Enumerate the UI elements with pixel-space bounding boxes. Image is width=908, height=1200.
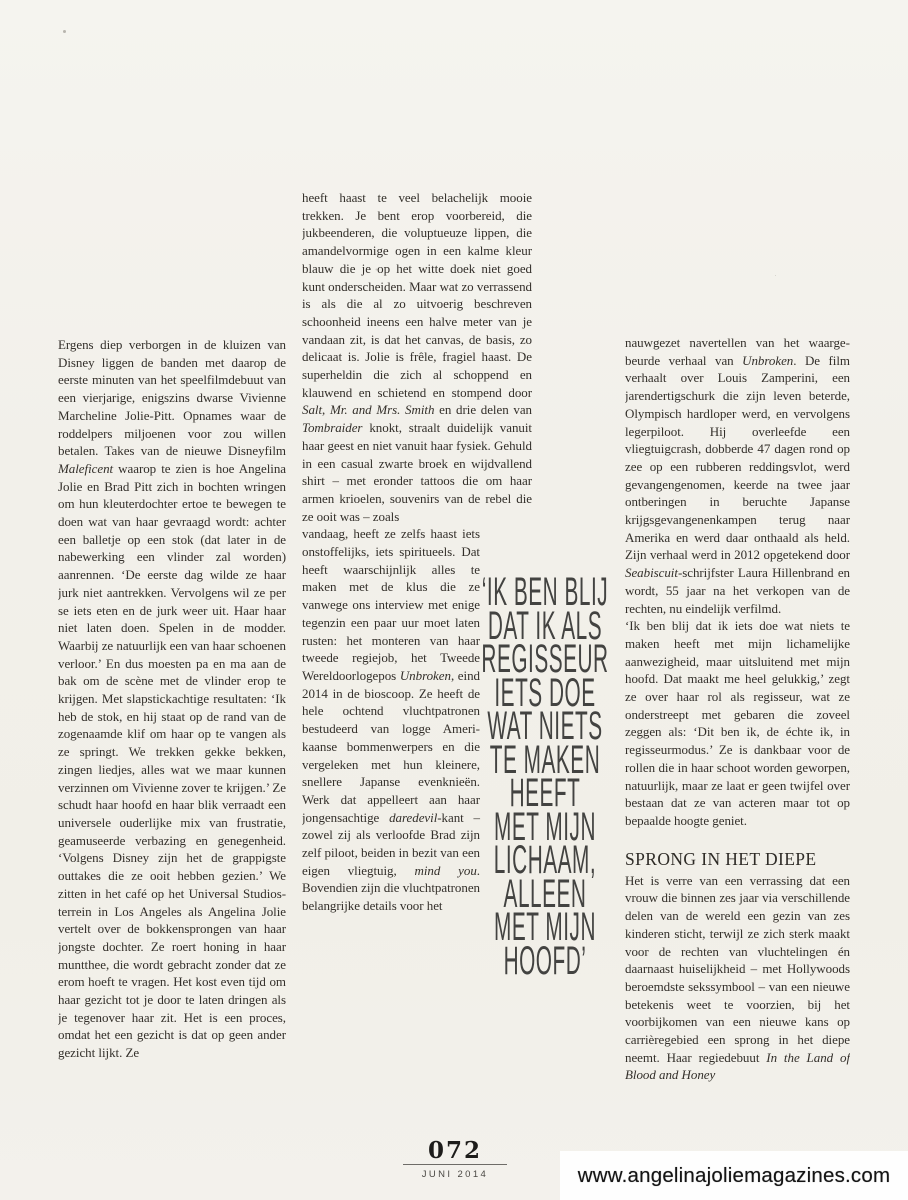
pull-quote-line: ALLEEN — [503, 871, 587, 916]
article-paragraph: Het is verre van een verrassing dat een vrouw die binnen zes jaar via verschillende delen van de wereld een gezin van zes kinderen sticht, terwijl ze zich sterk maakt voor de rechten van vluchtelingen én daarnaast huiselijkheid – met Hollywoods beroemdste sekssymbool – van een nieuwe betekenis weet te voorzien, bij het voorbijkomen van een nieuwe kans op carrièregebied een sprong in het diepe neemt. Haar regiedebuut In the Land of Blood and Honey — [625, 872, 850, 1083]
article-paragraph: Ergens diep verborgen in de kluizen van Disney liggen de banden met daarop de eerste minuten van het speelfilmdebuut van een vierjarige, enigszins dwarse Vivienne Marcheline Jolie-Pitt. Opnames waar de roddelpers miljoenen voor zou willen betalen. Takes van de nieuwe Disneyfilm Maleficent waarop te zien is hoe Angelina Jolie en Brad Pitt zich in bochten wringen om hun kleuterdochter ertoe te bewegen te doen wat van haar gevraagd wordt: achter een balletje op een stok (dat later in de nabewerking een vlinder zal worden) aanrennen. ‘De eerste dag wilde ze haar jurk niet aantrekken. Vervolgens wil ze per se iets eten en de jurk weer uit. Haar haar niet laten doen. Spelen in de modder. Waarbij ze natuurlijk een van haar schoenen verloor.’ En dus moesten pa en ma aan de bak om de scène met de vlinder erop te krijgen. Met slapstickachtige resultaten: ‘Ik heb de stok, en hij staat op de rand van de zogenaamde klif om haar op te vangen als ze springt. We trekken gekke bekken, zingen liedjes, alles wat we maar kunnen verzinnen om Vivienne zover te krijgen.’ Ze schudt haar hoofd en haar blik verraadt een universele ouderlijke mix van frustratie, geamuseerde verbazing en genegenheid. ‘Volgens Disney zijn het de grappigste outtakes die ze ooit hebben gezien.’ We zitten in het café op het Universal Studios-terrein in Los Angeles als Angelina Jolie vertelt over de bokkensprongen van haar jongste dochter. Ze roert honing in haar muntthee, die wordt gebracht zonder dat ze erom hoeft te vragen. Het kost even tijd om haar gezicht tot je door te laten dringen als je tegenover haar zit. Het is een proces, omdat het een gezicht is dat op geen ander gezicht lijkt. Ze — [58, 337, 286, 1061]
pull-quote-line: MET MIJN — [493, 905, 597, 949]
pull-quote-line: REGISSEUR — [481, 637, 609, 681]
pull-quote-line: WAT NIETS — [487, 704, 603, 748]
pull-quote-line: TE MAKEN — [489, 737, 601, 782]
pull-quote-line: DAT IK ALS — [487, 603, 603, 648]
pull-quote-line: LICHAAM, — [493, 838, 597, 882]
footer-rule — [403, 1164, 507, 1165]
pull-quote-line: ‘IK BEN BLIJ — [481, 570, 609, 614]
watermark-strip — [560, 1151, 908, 1200]
pull-quote-line: MET MIJN — [493, 804, 597, 849]
page-footer — [350, 1138, 560, 1180]
page-number: 072 — [427, 1137, 482, 1164]
article-column-right — [625, 334, 850, 1138]
watermark-url: www.angelinajoliemagazines.com — [577, 1163, 891, 1187]
pull-quote-line: HOOFD’ — [503, 938, 587, 983]
article-column-left — [58, 336, 286, 1142]
column-middle-narrow-block: vandaag, heeft ze zelfs haast iets onstoffelijks, iets spiritueels. Dat heeft waarschijnlijk alles te maken met de klus die ze vanwege ons interview met enige tegenzin een paar uur moet laten rusten: het monteren van haar tweede regiejob, het Tweede Wereldoorlogepos Unbroken, eind 2014 in de bioscoop. Ze heeft de hele ochtend vluchtpatronen bestudeerd van logge Amerikaanse bommenwerpers en die vergeleken met hun kleinere, snellere Japanse evenknieën. Werk dat appelleert aan haar jongensachtige daredevil-kant – zowel zij als verloofde Brad zijn zelf piloot, beiden in bezit van een eigen vliegtuig, mind you. Bovendien zijn die vluchtpatronen belangrijke details voor het — [302, 526, 480, 914]
issue-date: JUNI 2014 — [421, 1169, 489, 1180]
article-paragraph: ‘Ik ben blij dat ik iets doe wat niets te maken heeft met mijn lichamelijke aanwezigheid, maar uitsluitend met mijn hoofd. Dat maakt me heel gelukkig,’ zegt ze over haar rol als regisseur, wat ze onderstreept met gebaren die zoveel zeggen als: ‘Dit ben ik, de échte ik, in regisseurmodus.’ Ze is dankbaar voor de rollen die in haar schoot worden geworpen, natuurlijk, maar ze laat er geen twijfel over bestaan dat ze van acteren maar tot op bepaalde hoogte geniet. — [625, 618, 850, 828]
pull-quote-line: HEEFT — [509, 771, 581, 815]
section-heading: SPRONG IN HET DIEPE — [625, 848, 817, 869]
pull-quote — [480, 570, 610, 983]
pull-quote-line: IETS DOE — [494, 670, 596, 715]
article-paragraph: nauwgezet navertellen van het waargebeurde verhaal van Unbroken. De film verhaalt over Louis Zamperini, een jarendertigschurk die zijn leven beterde, Olympisch hardloper werd, en vervolgens legerpiloot. Hij overleefde een vliegtuigcrash, dobberde 47 dagen rond op zee op een rubberen reddingsvlot, werd gevangengenomen, keerde na twee jaar ontberingen in beruchte Japanse krijgsgevangenenkampen terug naar Amerika en werd daar onthaald als held. Zijn verhaal werd in 2012 opgetekend door Seabiscuit-schrijfster Laura Hillenbrand en wordt, 55 jaar na het verkopen van de rechten, nu eindelijk verfilmd. — [625, 335, 850, 616]
column-middle-wide-block: heeft haast te veel belachelijk mooie trekken. Je bent erop voorbereid, die jukbeenderen, die voluptueuze lippen, die amandelvormige ogen in een kalme kleur blauw die je op het witte doek niet goed kunt onderscheiden. Maar wat zo verrassend is als die al zo uitvoerig beschreven schoonheid ineens een halve meter van je vandaan zit, is dat het canvas, de basis, zo delicaat is. Jolie is frêle, fragiel haast. De superheldin die zich al schoppend en klauwend en schietend en stompend door Salt, Mr. and Mrs. Smith en drie delen van Tombraider knokt, straalt duidelijk vanuit haar geest en niet vanuit haar fysiek. Gehuld in een casual zwarte broek en wijdvallend shirt – met eronder tattoos die om haar armen krioelen, souvenirs van de rebel die ze ooit was – zoals — [302, 190, 532, 524]
